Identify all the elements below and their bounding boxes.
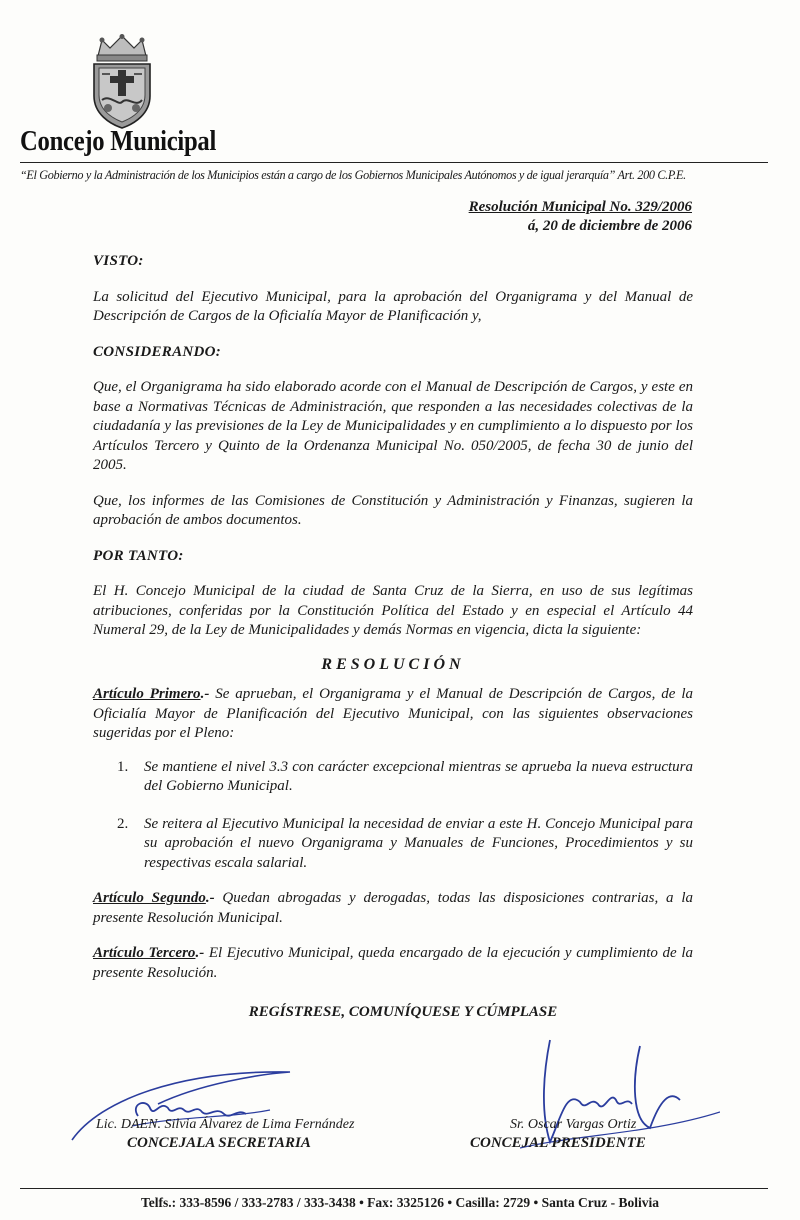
visto-heading: VISTO: <box>93 253 144 269</box>
left-signer-name: Lic. DAEN. Silvia Álvarez de Lima Fernández <box>96 1117 355 1132</box>
article-2 <box>93 889 693 928</box>
list-item-number: 2. <box>117 815 129 832</box>
header-divider <box>20 162 768 163</box>
document-body <box>93 252 693 1023</box>
article-1-text: Se aprueban, el Organigrama y el Manual de Descripción de Cargos, de la Oficialía Mayor de Planificación del Ejecutivo Municipal, con las siguientes observaciones sugeridas por el Pleno: <box>93 686 693 741</box>
considerando-paragraph-2: Que, los informes de las Comisiones de Constitución y Administración y Finanzas, sugieren la aprobación de ambos documentos. <box>93 492 693 528</box>
article-1-label: Artículo Primero <box>93 686 201 702</box>
right-signer-name: Sr. Oscar Vargas Ortiz <box>510 1117 637 1132</box>
article-2-text: Quedan abrogadas y derogadas, todas las disposiciones contrarias, a la presente Resolución Municipal. <box>93 890 694 926</box>
article-1-separator: .- <box>200 686 210 702</box>
resolution-date: á, 20 de diciembre de 2006 <box>527 218 692 234</box>
organization-name: Concejo Municipal <box>20 126 217 157</box>
visto-text: La solicitud del Ejecutivo Municipal, para la aprobación del Organigrama y del Manual de Descripción de Cargos de la Oficialía Mayor de Planificación y, <box>93 288 693 324</box>
article-3-separator: .- <box>195 945 205 961</box>
constitution-motto: “El Gobierno y la Administración de los Municipios están a cargo de los Gobiernos Municipales Autónomos y de igual jerarquía” Art. 200 C.P.E. <box>20 168 686 182</box>
considerando-paragraph-1: Que, el Organigrama ha sido elaborado acorde con el Manual de Descripción de Cargos, y este en base a Normativas Técnicas de Administración, que responden a las necesidades colectivas de la ciudadanía y las previsiones de la Ley de Municipalidades y en cumplimiento a lo dispuesto por los Artículos Tercero y Quinto de la Ordenanza Municipal No. 050/2005, de fecha 30 de junio del 2005. <box>93 379 693 473</box>
left-signer-title: CONCEJALA SECRETARIA <box>127 1135 311 1151</box>
article-1 <box>93 685 693 744</box>
portanto-heading: POR TANTO: <box>93 547 184 564</box>
coat-of-arms-icon <box>88 34 156 130</box>
list-item <box>117 758 693 797</box>
article-3-text: El Ejecutivo Municipal, queda encargado de la ejecución y cumplimiento de la presente Resolución. <box>93 945 693 981</box>
resolution-header <box>469 198 692 236</box>
observations-list <box>93 758 693 874</box>
right-signer-title: CONCEJAL PRESIDENTE <box>470 1135 646 1151</box>
article-2-separator: .- <box>205 890 215 906</box>
list-item <box>117 815 693 874</box>
list-item-text: Se reitera al Ejecutivo Municipal la necesidad de enviar a este H. Concejo Municipal para su aprobación el nuevo Organigrama y Manuales de Funciones, Procedimientos y su respectivas escala salarial. <box>144 815 693 871</box>
article-2-label: Artículo Segundo <box>93 890 206 906</box>
closing-formula: REGÍSTRESE, COMUNÍQUESE Y CÚMPLASE <box>248 1004 558 1020</box>
footer-contact: Telfs.: 333-8596 / 333-2783 / 333-3438 • Fax: 3325126 • Casilla: 2729 • Santa Cruz - Bolivia <box>140 1195 660 1210</box>
resolution-number: Resolución Municipal No. 329/2006 <box>468 199 692 215</box>
footer-divider <box>20 1188 768 1189</box>
considerando-heading: CONSIDERANDO: <box>93 343 222 360</box>
article-3-label: Artículo Tercero <box>93 945 196 961</box>
list-item-text: Se mantiene el nivel 3.3 con carácter excepcional mientras se aprueba la nueva estructura del Gobierno Municipal. <box>144 758 693 794</box>
list-item-number: 1. <box>117 758 129 775</box>
article-3 <box>93 944 693 983</box>
resolucion-title: RESOLUCIÓN <box>321 655 465 673</box>
portanto-text: El H. Concejo Municipal de la ciudad de Santa Cruz de la Sierra, en uso de sus legítimas atribuciones, conferidas por la Constitución Política del Estado y en especial el Artículo 44 Numeral 29, de la Ley de Municipalidades y demás Normas en vigencia, dicta la siguiente: <box>93 583 693 638</box>
